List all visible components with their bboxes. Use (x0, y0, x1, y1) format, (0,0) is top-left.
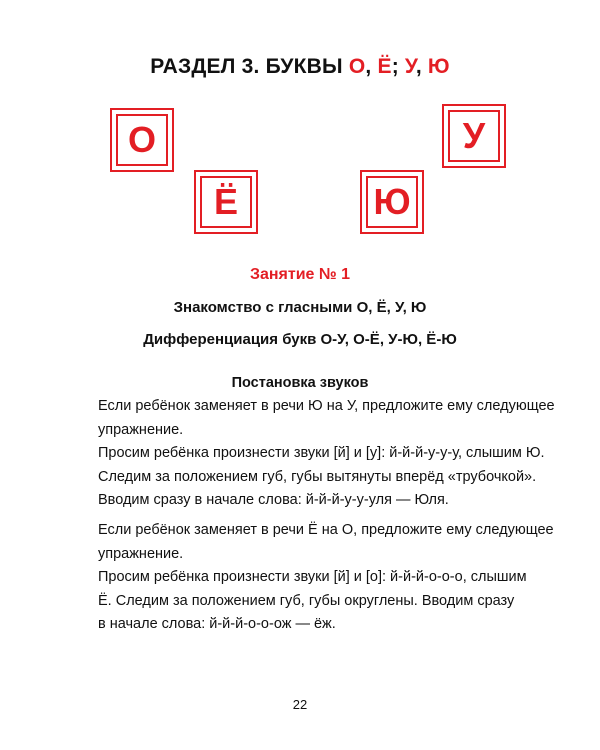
paragraph-line: Следим за положением губ, губы вытянуты вперёд «трубочкой». (98, 468, 537, 485)
title-prefix: РАЗДЕЛ 3. БУКВЫ (150, 55, 349, 78)
paragraph-line: упражнение. (98, 545, 184, 562)
paragraph-line: Ё. Следим за положением губ, губы округлены. Вводим сразу (98, 592, 515, 609)
paragraph-line: Если ребёнок заменяет в речи Ю на У, предложите ему следующее (98, 398, 555, 414)
title-separator: , (415, 55, 428, 78)
title-letter-yu: Ю (427, 55, 450, 78)
lesson-topic: Знакомство с гласными О, Ё, У, Ю (173, 299, 427, 316)
paragraph-line: в начале слова: й-й-й-о-о-ож — ёж. (98, 616, 336, 632)
lesson-number: Занятие № 1 (249, 266, 351, 283)
lesson-differentiation: Дифференциация букв О-У, О-Ё, У-Ю, Ё-Ю (143, 331, 457, 348)
section-heading: Постановка звуков (231, 375, 369, 391)
paragraph-yu (98, 395, 555, 513)
paragraph-line: Просим ребёнка произнести звуки [й] и [о]: й-й-й-о-о-о, слышим (98, 569, 527, 585)
letter-card-o (110, 108, 174, 172)
page-number: 22 (292, 697, 308, 712)
title-letter-o: О (348, 55, 366, 78)
letter-card-yu (360, 170, 424, 234)
title-letter-u: У (404, 55, 416, 78)
title-separator: , (365, 55, 378, 78)
letter-card-yu-glyph: Ю (366, 176, 418, 228)
paragraph-line: Если ребёнок заменяет в речи Ё на О, предложите ему следующее (98, 522, 554, 538)
paragraph-line: упражнение. (98, 421, 184, 438)
paragraph-line: Вводим сразу в начале слова: й-й-й-у-у-уля — Юля. (98, 492, 449, 508)
letter-card-yo (194, 170, 258, 234)
section-title (0, 55, 600, 79)
letter-card-u-glyph: У (448, 110, 500, 162)
paragraph-line: Просим ребёнка произнести звуки [й] и [у]: й-й-й-у-у-у, слышим Ю. (98, 445, 545, 461)
letter-card-u (442, 104, 506, 168)
title-letter-yo: Ё (377, 55, 392, 78)
letter-card-yo-glyph: Ё (200, 176, 252, 228)
title-separator: ; (391, 55, 405, 78)
letter-card-o-glyph: О (116, 114, 168, 166)
paragraph-yo (98, 519, 554, 637)
